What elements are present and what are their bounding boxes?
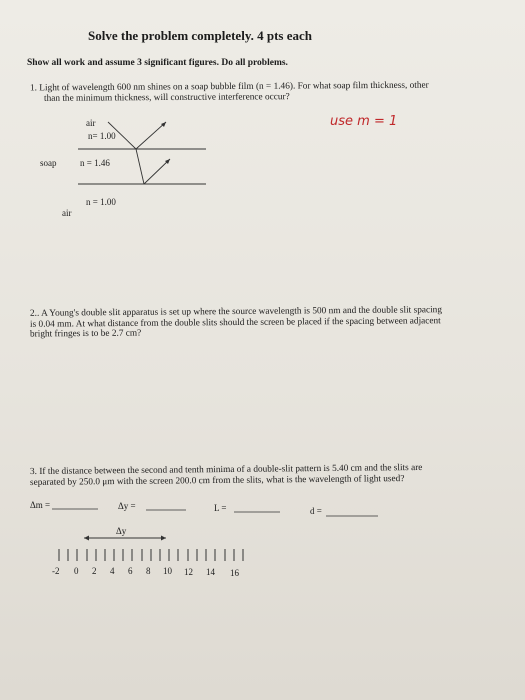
scale-label: 10 xyxy=(163,566,172,576)
scale-label: 4 xyxy=(110,566,115,576)
scale-label: 12 xyxy=(184,567,193,577)
dy-label: Δy = xyxy=(118,501,136,511)
label-n-top: n= 1.00 xyxy=(88,131,116,141)
dm-label: Δm = xyxy=(30,500,51,510)
label-soap: soap xyxy=(40,158,57,168)
page-title: Solve the problem completely. 4 pts each xyxy=(88,28,312,43)
reflected-ray-1 xyxy=(136,122,166,149)
q2-text-line3: bright fringes is to be 2.7 cm? xyxy=(29,328,142,340)
refracted-ray xyxy=(136,149,144,184)
label-n-soap: n = 1.46 xyxy=(80,158,110,168)
q3-text-line1: 3. If the distance between the second and tenth minima of a double-slit pattern is 5.40 cm and the slits are xyxy=(29,462,423,478)
q3-text-line2: separated by 250.0 μm with the screen 200.0 cm from the slits, what is the wavelength of light used? xyxy=(29,474,405,488)
q2-text-line1: 2.. A Young's double slit apparatus is set up where the source wavelength is 500 nm and the double slit spacing xyxy=(29,305,443,319)
handwritten-note: use m = 1 xyxy=(330,114,398,129)
delta-y-arrow-right-head xyxy=(161,536,166,541)
fringe-ticks xyxy=(59,549,243,561)
q1-text-line1: 1. Light of wavelength 600 nm shines on a soap bubble film (n = 1.46). For what soap film thickness, other xyxy=(29,80,429,94)
delta-y-arrow-label: Δy xyxy=(116,526,127,536)
scale-label: 8 xyxy=(146,566,151,576)
label-n-bottom: n = 1.00 xyxy=(86,197,116,207)
label-air-bottom: air xyxy=(62,208,72,218)
instructions: Show all work and assume 3 significant figures. Do all problems. xyxy=(27,58,288,68)
scale-label: 2 xyxy=(92,566,97,576)
reflected-ray-2 xyxy=(144,159,170,184)
scale-label: 0 xyxy=(74,566,79,576)
scale-label: -2 xyxy=(52,566,60,576)
scale-label: 14 xyxy=(206,567,215,577)
d-label: d = xyxy=(310,506,322,516)
q2-text-line2: is 0.04 mm. At what distance from the double slits should the screen be placed if the spacing between adjacent xyxy=(29,316,441,330)
q1-text-line2: than the minimum thickness, will constructive interference occur? xyxy=(43,92,290,104)
L-label: L = xyxy=(214,503,227,513)
delta-y-arrow-left-head xyxy=(84,536,89,541)
scale-label: 16 xyxy=(230,568,239,578)
label-air-top: air xyxy=(86,118,96,128)
scale-label: 6 xyxy=(128,566,133,576)
